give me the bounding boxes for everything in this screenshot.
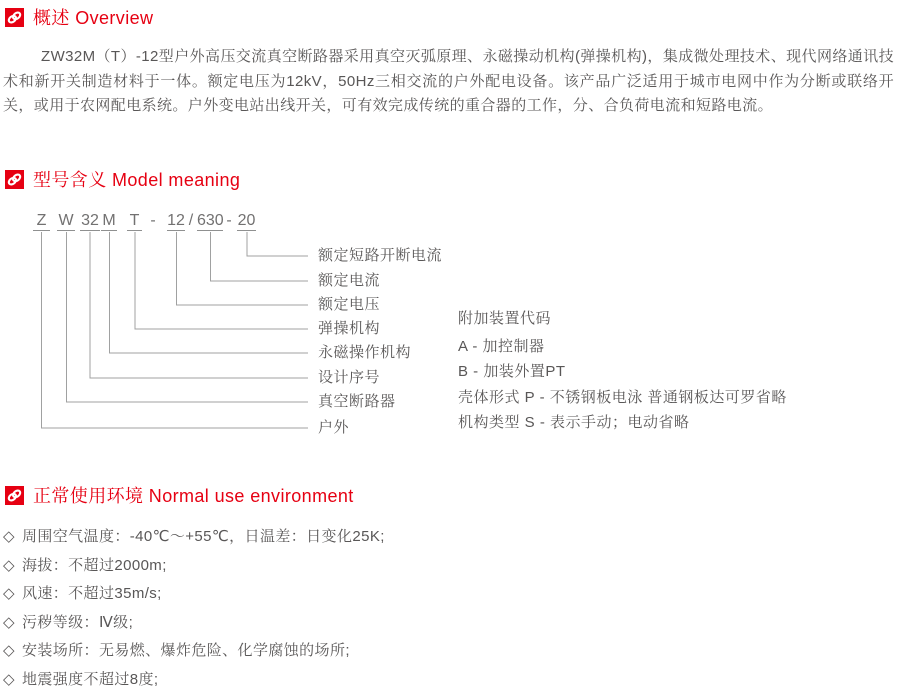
- overview-paragraph: ZW32M（T）-12型户外高压交流真空断路器采用真空灭弧原理、永磁操动机构(弹操机构)，集成微处理技术、现代网络通讯技术和新开关制造材料于一体。额定电压为12kV，50Hz三相交流的户外配电设备。该产品广泛适用于城市电网中作为分断或联络开关，或用于农网配电系统。户外变电站出线开关，可有效完成传统的重合器的工作，分、合负荷电流和短路电流。: [3, 48, 894, 114]
- model-part-W: W: [58, 212, 74, 229]
- label-rated-short-circuit-breaking-current: 额定短路开断电流: [318, 247, 443, 264]
- model-part-32: 32: [81, 212, 99, 229]
- diamond-bullet-icon: ◇: [3, 642, 15, 659]
- note-a-controller: A - 加控制器: [458, 338, 545, 355]
- overview-header: [5, 4, 153, 30]
- env-item-text: 污秽等级：Ⅳ级;: [21, 613, 134, 631]
- diamond-bullet-icon: ◇: [3, 556, 15, 574]
- label-permanent-magnet-mechanism: 永磁操作机构: [318, 344, 412, 361]
- overview-title: 概述 Overview: [33, 8, 154, 28]
- logo-icon: [5, 8, 24, 27]
- env-item-pollution-level: [3, 609, 385, 638]
- env-item-altitude: [3, 552, 385, 581]
- environment-list: [3, 523, 385, 688]
- model-part-12: 12: [167, 212, 185, 229]
- model-separator-slash: /: [188, 212, 194, 229]
- label-rated-voltage: 额定电压: [318, 296, 381, 313]
- diamond-bullet-icon: ◇: [3, 585, 15, 602]
- note-b-external-pt: B - 加装外置PT: [458, 363, 566, 380]
- diagram-connector-lines: [0, 205, 900, 453]
- environment-header: [5, 482, 354, 508]
- label-vacuum-circuit-breaker: 真空断路器: [318, 393, 396, 410]
- model-part-Z: Z: [33, 211, 50, 231]
- label-rated-current: 额定电流: [318, 272, 381, 289]
- diamond-bullet-icon: ◇: [3, 613, 15, 631]
- environment-title: 正常使用环境 Normal use environment: [33, 486, 354, 506]
- env-item-text: 周围空气温度：-40℃～+55℃，日温差：日变化25K;: [21, 528, 385, 545]
- logo-icon: [5, 170, 24, 189]
- note-mechanism-type: 机构类型 S - 表示手动；电动省略: [458, 414, 690, 431]
- model-part-20: 20: [237, 212, 256, 229]
- label-outdoor: 户外: [318, 419, 350, 436]
- env-item-text: 风速：不超过35m/s;: [21, 585, 162, 602]
- env-item-installation-site: [3, 637, 385, 666]
- label-spring-mechanism: 弹操机构: [318, 320, 381, 337]
- env-item-wind-speed: [3, 580, 385, 609]
- model-part-T: T: [127, 211, 142, 231]
- env-item-text: 安装场所：无易燃、爆炸危险、化学腐蚀的场所;: [21, 642, 350, 659]
- model-part-M: M: [102, 212, 116, 229]
- label-design-serial-number: 设计序号: [318, 369, 381, 386]
- note-shell-type: 壳体形式 P - 不锈钢板电泳 普通钢板达可罗省略: [458, 389, 787, 406]
- env-item-text: 地震强度不超过8度;: [21, 670, 159, 688]
- model-meaning-title: 型号含义 Model meaning: [33, 170, 241, 190]
- env-item-seismic-intensity: [3, 666, 385, 688]
- model-part-630: 630: [197, 212, 224, 229]
- diamond-bullet-icon: ◇: [3, 528, 15, 545]
- model-separator-dash: -: [150, 212, 156, 229]
- diamond-bullet-icon: ◇: [3, 670, 15, 688]
- model-meaning-header: [5, 166, 240, 192]
- model-separator-dash: -: [226, 212, 232, 229]
- note-additional-device-code: 附加装置代码: [458, 310, 552, 327]
- logo-icon: [5, 486, 24, 505]
- env-item-text: 海拔：不超过2000m;: [21, 556, 167, 574]
- model-code-diagram: [0, 205, 900, 453]
- env-item-ambient-temperature: [3, 523, 385, 552]
